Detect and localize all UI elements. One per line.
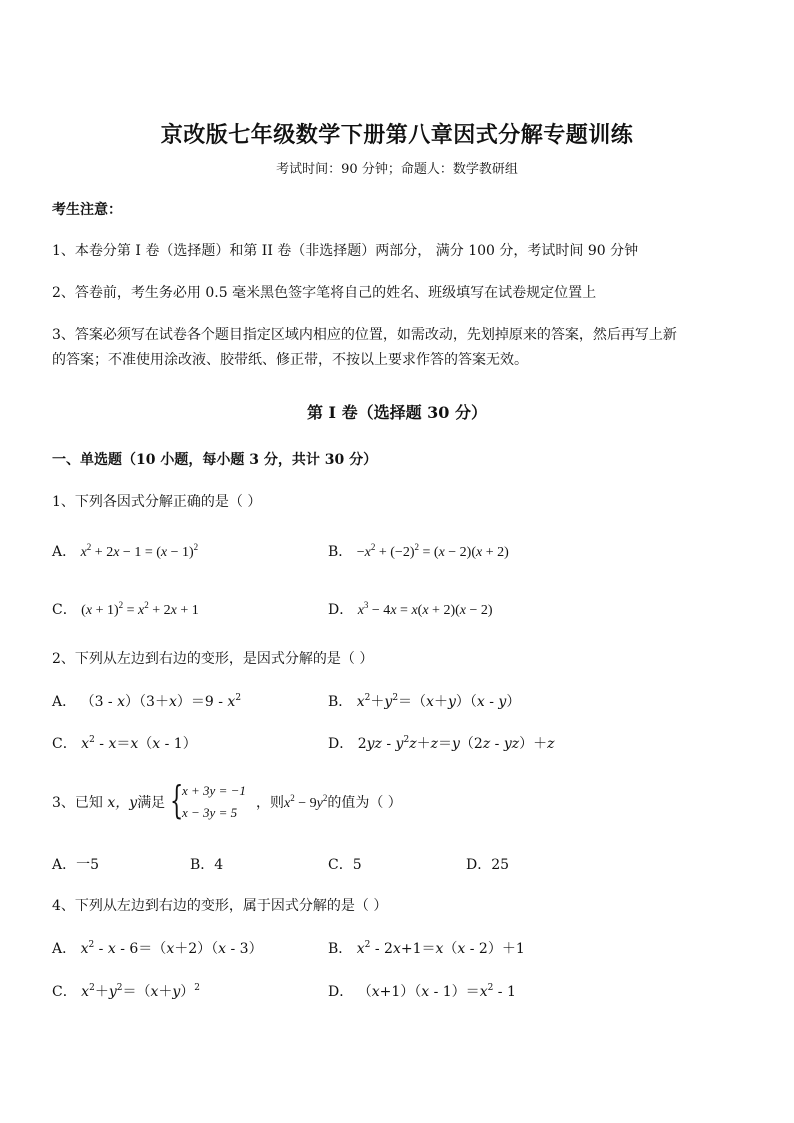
q2-option-d [328, 734, 555, 754]
q4-option-c [52, 982, 200, 1002]
formula: $(3 - x)(3+x)=9 - x^2$ [80, 693, 242, 710]
option-label: A． [52, 544, 77, 560]
equation-system [170, 778, 246, 824]
formula: $x^2+y^2=(x+y)^2$ [81, 983, 201, 1000]
q1-option-a [52, 542, 198, 563]
formula: $x^2 - x - 6=(x+2)(x - 3)$ [80, 940, 263, 957]
option-label: B． [328, 694, 353, 710]
q1-option-d [328, 600, 493, 621]
option-label: C． [52, 736, 77, 752]
formula: $(x+1)(x - 1)=x^2 - 1$ [357, 983, 516, 1000]
brace-icon: { [170, 778, 184, 822]
formula: $-x^2 + (-2)^2 = (x - 2)(x + 2)$ [356, 542, 509, 560]
formula: $x^2 - 9y^2$ [284, 793, 328, 811]
formula: $(x + 1)^2 = x^2 + 2x + 1$ [81, 600, 199, 618]
q3-option-a: A．一5 [52, 857, 100, 873]
q1-option-b [328, 542, 509, 563]
option-label: C． [52, 984, 77, 1000]
q3-option-c: C．5 [328, 857, 362, 873]
q1-option-c [52, 600, 199, 621]
q3-option-d: D．25 [466, 857, 510, 873]
equation-1: x + 3y = −1 [182, 783, 246, 798]
q2-option-b [328, 692, 520, 712]
formula: $x^2 + 2x - 1 = (x - 1)^2$ [80, 542, 199, 560]
option-label: A． [52, 694, 77, 710]
exam-info: 考试时间：90 分钟；命题人：数学教研组 [276, 162, 518, 177]
q3-option-b: B．4 [190, 857, 224, 873]
equation-2: x − 3y = 5 [182, 805, 238, 820]
option-label: D． [328, 602, 354, 618]
question-1-stem: 1、下列各因式分解正确的是（ ） [52, 494, 262, 510]
page-title: 京改版七年级数学下册第八章因式分解专题训练 [160, 122, 634, 148]
option-label: B． [328, 941, 353, 957]
notice-heading: 考生注意： [52, 202, 122, 218]
q4-option-d [328, 982, 516, 1002]
stem-suffix: 的值为（ ） [327, 795, 402, 811]
notice-item-3-line-2: 的答案；不准使用涂改液、胶带纸、修正带，不按以上要求作答的答案无效。 [52, 352, 528, 368]
notice-item-2: 2、答卷前，考生务必用 0.5 毫米黑色签字笔将自己的姓名、班级填写在试卷规定位置上 [52, 285, 597, 301]
formula: $x^2 - x=x(x - 1)$ [81, 735, 197, 752]
formula: $x^2 - 2x+1=x(x - 2)+1$ [356, 940, 525, 957]
q4-option-a [52, 939, 263, 959]
formula: $2yz - y^2z+z=y(2z - yz)+z$ [357, 735, 555, 752]
stem-mid: 满足 [137, 795, 166, 811]
option-label: D． [328, 736, 354, 752]
stem-then: ，则 [256, 795, 284, 811]
stem-vars: x，y [107, 795, 138, 811]
notice-item-1: 1、本卷分第 I 卷（选择题）和第 II 卷（非选择题）两部分， 满分 100 分，考试时间 90 分钟 [52, 243, 639, 259]
question-3-stem [52, 793, 165, 813]
question-2-stem: 2、下列从左边到右边的变形，是因式分解的是（ ） [52, 651, 374, 667]
q2-option-a [52, 692, 241, 712]
option-label: A． [52, 941, 77, 957]
section-title: 第 I 卷（选择题 30 分） [306, 403, 488, 422]
option-label: D． [328, 984, 354, 1000]
stem-prefix: 3、已知 [52, 795, 103, 811]
question-4-stem: 4、下列从左边到右边的变形，属于因式分解的是（ ） [52, 898, 388, 914]
part-heading: 一、单选题（10 小题，每小题 3 分，共计 30 分） [52, 452, 378, 468]
notice-item-3-line-1: 3、答案必须写在试卷各个题目指定区域内相应的位置，如需改动，先划掉原来的答案，然后再写上新 [52, 327, 677, 343]
option-label: C． [52, 602, 77, 618]
option-label: B． [328, 544, 353, 560]
formula: $x^3 - 4x = x(x + 2)(x - 2)$ [357, 600, 493, 618]
q4-option-b [328, 939, 525, 959]
q2-option-c [52, 734, 197, 754]
question-3-stem-tail [256, 793, 402, 814]
formula: $x^2+y^2=(x+y)(x - y)$ [356, 693, 521, 710]
